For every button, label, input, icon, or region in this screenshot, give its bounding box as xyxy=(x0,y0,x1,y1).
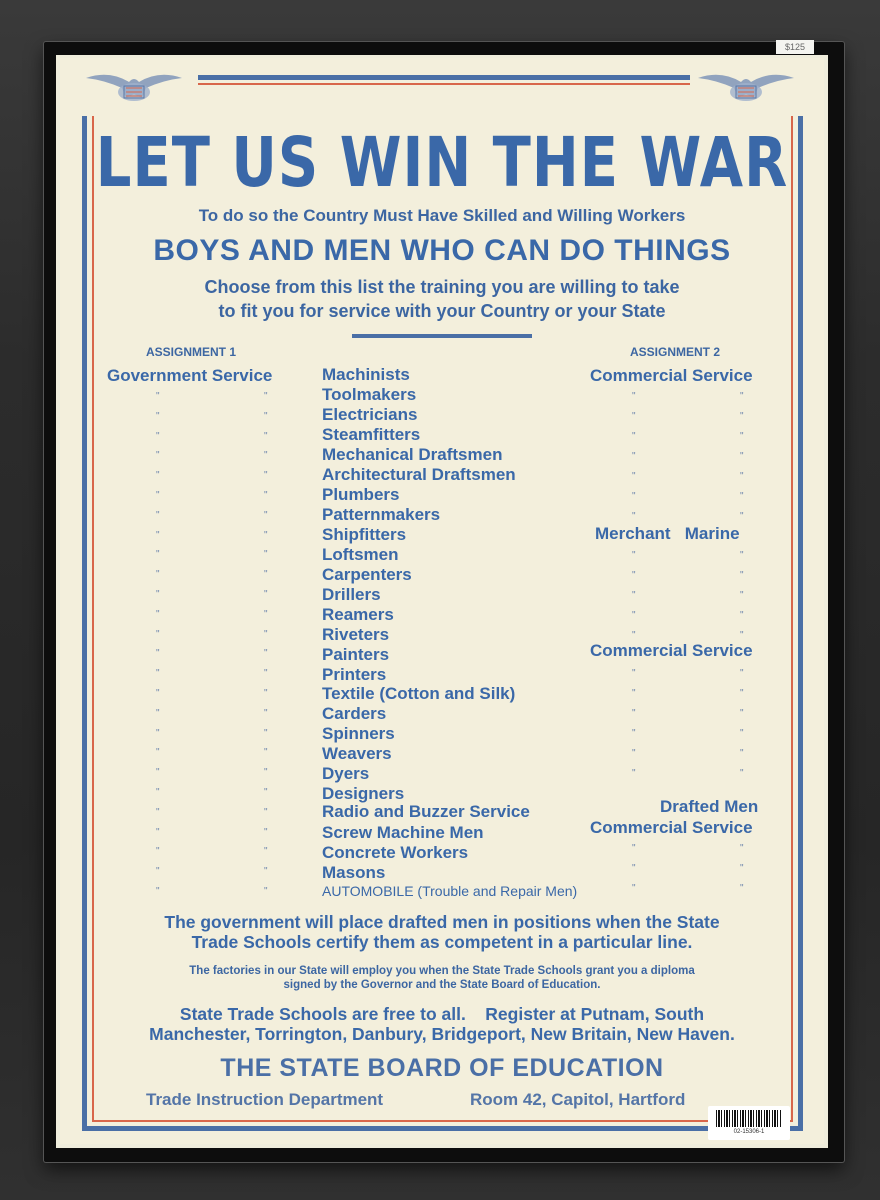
ditto-mark: " xyxy=(156,886,160,897)
ditto-mark: " xyxy=(264,866,268,878)
ditto-mark: " xyxy=(264,806,268,818)
ditto-mark: " xyxy=(264,549,268,561)
government-service-label: Government Service xyxy=(107,366,273,385)
ditto-mark: " xyxy=(740,688,744,699)
ditto-mark: " xyxy=(156,866,160,878)
ditto-mark: " xyxy=(632,391,636,402)
ditto-mark: " xyxy=(264,410,268,422)
ditto-mark: " xyxy=(740,471,744,482)
trade-item: AUTOMOBILE (Trouble and Repair Men) xyxy=(322,883,578,899)
top-red-rule xyxy=(198,83,690,85)
ditto-mark: " xyxy=(264,569,268,581)
ditto-mark: " xyxy=(156,569,160,581)
ditto-mark: " xyxy=(264,628,268,640)
ditto-mark: " xyxy=(632,688,636,699)
ditto-mark: " xyxy=(156,648,160,660)
trade-item: Printers xyxy=(322,665,387,684)
poster-title: LET US WIN THE WAR xyxy=(95,124,789,204)
trade-item: Steamfitters xyxy=(322,425,421,444)
ditto-mark: " xyxy=(264,727,268,739)
ditto-mark: " xyxy=(264,589,268,600)
trade-item: Plumbers xyxy=(322,485,400,504)
ditto-mark: " xyxy=(632,491,636,502)
eagle-emblem-right-icon xyxy=(696,68,796,108)
barcode-number: 02-15306-1 xyxy=(733,1129,765,1135)
ditto-mark: " xyxy=(156,430,160,442)
ditto-mark: " xyxy=(156,608,160,620)
trade-item: Machinists xyxy=(322,365,410,384)
commercial-service-label: Commercial Service xyxy=(590,818,753,837)
ditto-mark: " xyxy=(156,707,160,719)
ditto-mark: " xyxy=(156,767,160,779)
ditto-mark: " xyxy=(264,430,268,442)
ditto-mark: " xyxy=(264,470,268,482)
ditto-mark: " xyxy=(632,883,636,894)
ditto-mark: " xyxy=(632,863,636,874)
ditto-mark: " xyxy=(156,727,160,739)
ditto-mark: " xyxy=(264,648,268,660)
ditto-mark: " xyxy=(264,747,268,759)
ditto-mark: " xyxy=(632,590,636,601)
eagle-emblem-left-icon xyxy=(84,68,184,108)
trade-item: Masons xyxy=(322,863,386,882)
ditto-mark: " xyxy=(156,747,160,759)
ditto-mark: " xyxy=(740,728,744,739)
ditto-mark: " xyxy=(264,688,268,699)
ditto-mark: " xyxy=(632,708,636,719)
ditto-mark: " xyxy=(740,843,744,854)
ditto-mark: " xyxy=(740,708,744,719)
ditto-mark: " xyxy=(740,610,744,621)
ditto-mark: " xyxy=(632,843,636,854)
commercial-service-label: Commercial Service xyxy=(590,366,753,385)
trade-item: Reamers xyxy=(322,605,394,624)
trade-item: Weavers xyxy=(322,744,392,763)
ditto-mark: " xyxy=(740,883,744,894)
ditto-mark: " xyxy=(740,590,744,601)
ditto-mark: " xyxy=(156,846,160,858)
ditto-mark: " xyxy=(632,471,636,482)
trade-item: Mechanical Draftsmen xyxy=(322,445,503,464)
ditto-mark: " xyxy=(156,450,160,462)
factories-paragraph-line-1: The factories in our State will employ you when the State Trade Schools grant you a diploma xyxy=(189,965,695,977)
ditto-mark: " xyxy=(740,451,744,462)
ditto-mark: " xyxy=(632,728,636,739)
ditto-mark: " xyxy=(156,628,160,640)
ditto-mark: " xyxy=(632,511,636,522)
subtitle-skilled-workers: To do so the Country Must Have Skilled and Willing Workers xyxy=(198,206,686,225)
assignment-2-header: ASSIGNMENT 2 xyxy=(630,345,721,359)
ditto-mark: " xyxy=(740,550,744,561)
ditto-mark: " xyxy=(740,570,744,581)
ditto-mark: " xyxy=(264,391,268,402)
ditto-mark: " xyxy=(156,470,160,482)
ditto-mark: " xyxy=(632,411,636,422)
ditto-mark: " xyxy=(632,748,636,759)
ditto-mark: " xyxy=(156,490,160,501)
commercial-service-label: Commercial Service xyxy=(590,641,753,660)
merchant-marine-label: Merchant Marine xyxy=(595,524,740,543)
trade-item: Designers xyxy=(322,784,405,803)
ditto-mark: " xyxy=(264,826,268,838)
ditto-mark: " xyxy=(632,550,636,561)
ditto-mark: " xyxy=(264,707,268,719)
ditto-mark: " xyxy=(632,668,636,679)
assignment-1-header: ASSIGNMENT 1 xyxy=(146,345,237,359)
ditto-mark: " xyxy=(156,589,160,600)
register-paragraph-line-1: State Trade Schools are free to all. Register at Putnam, South xyxy=(179,1004,705,1024)
ditto-mark: " xyxy=(264,490,268,501)
trade-item: Electricians xyxy=(322,405,418,424)
trade-item: Dyers xyxy=(322,764,370,783)
barcode-icon xyxy=(716,1110,782,1127)
ditto-mark: " xyxy=(740,491,744,502)
ditto-mark: " xyxy=(632,630,636,641)
ditto-mark: " xyxy=(156,826,160,838)
ditto-mark: " xyxy=(740,431,744,442)
ditto-mark: " xyxy=(264,509,268,521)
trade-item: Shipfitters xyxy=(322,525,407,544)
trade-instruction-department: Trade Instruction Department xyxy=(146,1090,384,1109)
ditto-mark: " xyxy=(740,391,744,402)
ditto-mark: " xyxy=(740,630,744,641)
ditto-mark: " xyxy=(156,787,160,798)
ditto-mark: " xyxy=(156,529,160,541)
drafted-men-label: Drafted Men xyxy=(660,797,759,816)
trade-item: Toolmakers xyxy=(322,385,417,404)
ditto-mark: " xyxy=(740,511,744,522)
ditto-mark: " xyxy=(156,688,160,699)
ditto-mark: " xyxy=(264,767,268,779)
factories-paragraph-line-2: signed by the Governor and the State Board of Education. xyxy=(283,979,601,991)
ditto-mark: " xyxy=(740,863,744,874)
ditto-mark: " xyxy=(264,529,268,541)
trade-item: Radio and Buzzer Service xyxy=(322,802,530,821)
barcode-label xyxy=(708,1106,790,1140)
center-divider xyxy=(352,334,532,338)
ditto-mark: " xyxy=(740,768,744,779)
drafted-men-paragraph-line-2: Trade Schools certify them as competent in a particular line. xyxy=(191,932,693,952)
price-tag: $125 xyxy=(776,40,814,54)
ditto-mark: " xyxy=(156,410,160,422)
ditto-mark: " xyxy=(264,450,268,462)
trade-item: Drillers xyxy=(322,585,381,604)
ditto-mark: " xyxy=(264,846,268,858)
ditto-mark: " xyxy=(156,806,160,818)
trade-item: Concrete Workers xyxy=(322,843,469,862)
ditto-mark: " xyxy=(156,549,160,561)
ditto-mark: " xyxy=(632,451,636,462)
ditto-mark: " xyxy=(156,668,160,680)
ditto-mark: " xyxy=(264,886,268,897)
room-address: Room 42, Capitol, Hartford xyxy=(470,1090,686,1109)
state-board-name: THE STATE BOARD OF EDUCATION xyxy=(220,1054,664,1082)
trade-item: Painters xyxy=(322,645,390,664)
ditto-mark: " xyxy=(632,570,636,581)
trade-item: Patternmakers xyxy=(322,505,441,524)
bottom-blue-rule xyxy=(82,1126,803,1131)
drafted-men-paragraph-line-1: The government will place drafted men in positions when the State xyxy=(164,912,720,932)
register-paragraph-line-2: Manchester, Torrington, Danbury, Bridgeport, New Britain, New Haven. xyxy=(149,1024,735,1044)
ditto-mark: " xyxy=(156,391,160,402)
subtitle-choose-line-1: Choose from this list the training you are willing to take xyxy=(204,277,680,297)
subtitle-choose-line-2: to fit you for service with your Country or your State xyxy=(218,301,666,321)
trade-item: Riveters xyxy=(322,625,390,644)
bottom-red-rule xyxy=(92,1120,793,1122)
ditto-mark: " xyxy=(156,509,160,521)
ditto-mark: " xyxy=(632,431,636,442)
trade-item: Loftsmen xyxy=(322,545,399,564)
ditto-mark: " xyxy=(740,748,744,759)
ditto-mark: " xyxy=(264,608,268,620)
trade-item: Textile (Cotton and Silk) xyxy=(322,684,516,703)
ditto-mark: " xyxy=(632,768,636,779)
poster xyxy=(60,58,824,1144)
top-blue-rule xyxy=(198,75,690,80)
trade-item: Screw Machine Men xyxy=(322,823,484,842)
trade-item: Carders xyxy=(322,704,387,723)
ditto-mark: " xyxy=(264,668,268,680)
trade-item: Spinners xyxy=(322,724,395,743)
ditto-mark: " xyxy=(740,411,744,422)
trade-item: Carpenters xyxy=(322,565,412,584)
trade-item: Architectural Draftsmen xyxy=(322,465,516,484)
ditto-mark: " xyxy=(632,610,636,621)
ditto-mark: " xyxy=(740,668,744,679)
subtitle-boys-and-men: BOYS AND MEN WHO CAN DO THINGS xyxy=(153,234,731,267)
ditto-mark: " xyxy=(264,787,268,798)
